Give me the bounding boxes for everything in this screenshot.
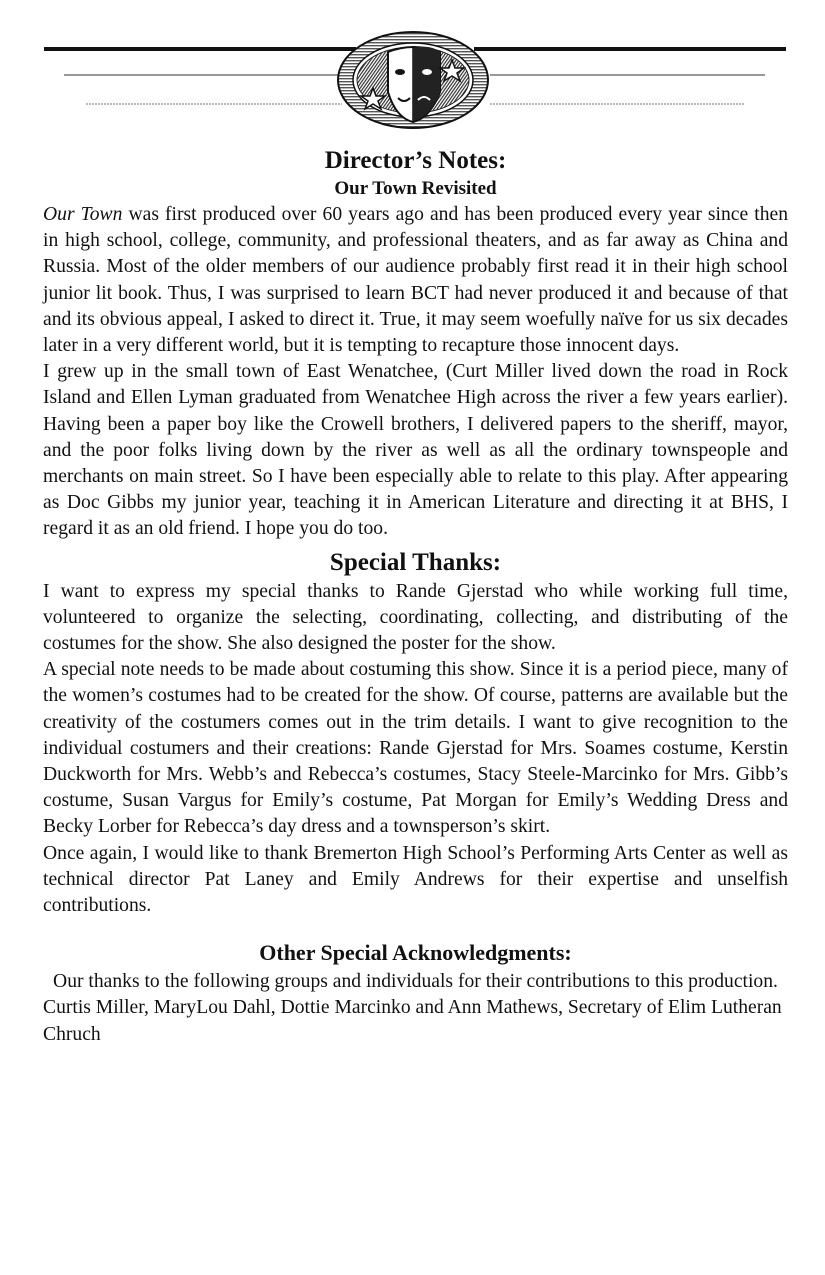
- acknowledgments-paragraph-2: Curtis Miller, MaryLou Dahl, Dottie Marcinko and Ann Mathews, Secretary of Elim Lutheran Chruch: [43, 997, 782, 1045]
- directors-notes-title: Director’s Notes:: [324, 147, 507, 174]
- special-thanks-title: Special Thanks:: [329, 548, 502, 576]
- acknowledgments-title: Other Special Acknowledgments:: [259, 940, 572, 966]
- theater-masks-star-emblem-icon: [338, 32, 488, 128]
- special-thanks-paragraph-2: A special note needs to be made about costuming this show. Since it is a period piece, many of the women’s costumes had to be created for the show. Of course, patterns are available but the creativity of the costumers comes out in the trim details. I want to give recognition to the individual costumers and their creations: Rande Gjerstad for Mrs. Soames costume, Kerstin Duckworth for Mrs. Webb’s and Rebecca’s costumes, Stacy Steele-Marcinko for Mrs. Gibb’s costume, Susan Vargus for Emily’s costume, Pat Morgan for Emily’s Wedding Dress and Becky Lorber for Rebecca’s day dress and a townsperson’s skirt.: [43, 659, 788, 838]
- directors-notes-paragraph-2: I grew up in the small town of East Wenatchee, (Curt Miller lived down the road in Rock Island and Ellen Lyman graduated from Wenatchee High across the river a few years earlier). Having been a paper boy like the Crowell brothers, I delivered papers to the sheriff, mayor, and the poor folks living down by the river as well as all the ordinary townspeople and merchants on main street. So I have been especially able to relate to this play. After appearing as Doc Gibbs my junior year, teaching it in American Literature and directing it at BHS, I regard it as an old friend. I hope you do too.: [43, 361, 788, 540]
- directors-notes-paragraph-1-text: was first produced over 60 years ago and has been produced every year since then in high school, college, community, and professional theaters, and as far away as China and Russia. Most of the older members of our audience probably first read it in their high school junior lit book. Thus, I was surprised to learn BCT had never produced it and because of that and its obvious appeal, I asked to direct it. True, it may seem woefully naïve for us six decades later in a very different world, but it is tempting to recapture those innocent days.: [43, 204, 788, 357]
- acknowledgments-paragraph-1: Our thanks to the following groups and individuals for their contributions to this production.: [53, 971, 778, 993]
- directors-notes-paragraph-1: [43, 202, 788, 359]
- special-thanks-paragraph-1: I want to express my special thanks to Rande Gjerstad who while working full time, volunteered to organize the selecting, coordinating, collecting, and distributing of the costumes for the show. She also designed the poster for the show.: [43, 580, 788, 655]
- program-notes: [43, 146, 788, 1048]
- special-thanks-paragraph-3: Once again, I would like to thank Bremerton High School’s Performing Arts Center as well as technical director Pat Laney and Emily Andrews for their expertise and unselfish contributions.: [43, 842, 788, 917]
- top-rule-left: [44, 47, 356, 51]
- directors-notes-subtitle: Our Town Revisited: [334, 178, 497, 199]
- header-emblem: [0, 0, 825, 140]
- play-title-italic: Our Town: [43, 204, 123, 225]
- top-rule-right: [474, 47, 786, 51]
